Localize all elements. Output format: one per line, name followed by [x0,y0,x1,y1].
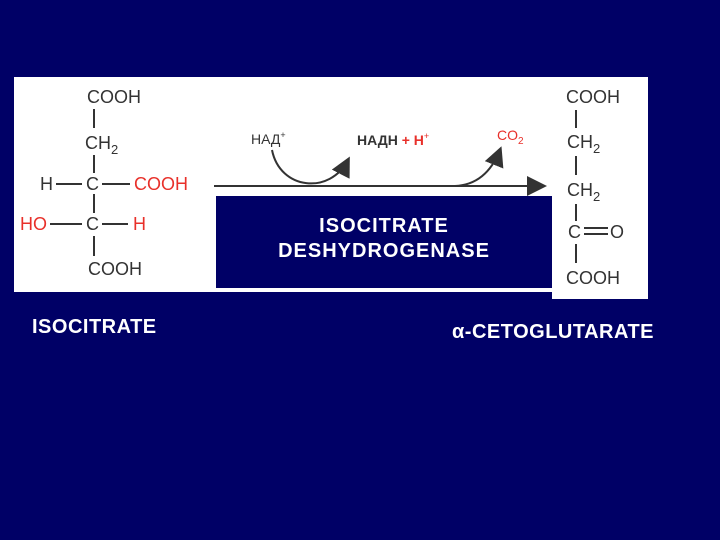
nad-label: НАД+ [251,130,286,147]
keto-carbonyl-c: C [568,222,581,242]
nad-curve-arrow [272,150,348,183]
co2-label: $CO_2$ [497,127,524,147]
keto-carbonyl-o: O [610,222,625,242]
isocitrate-structure [20,87,188,279]
nadh-label: НАДН + Н+ [357,131,430,148]
enzyme-box [216,196,552,288]
isocitrate-bottom-cooh: COOH [88,259,142,279]
ketoglutarate-label: α-CETOGLUTARATE [452,321,655,343]
isocitrate-c4: C [86,214,99,234]
keto-top-cooh: COOH [566,87,620,107]
isocitrate-ch2: $CH_2$ [85,133,119,157]
enzyme-name-line1: ISOCITRATE [319,215,449,237]
isocitrate-ho-left: HO [20,214,47,234]
reaction-arrows [214,127,543,186]
keto-ch2-b: $CH_2$ [567,180,601,204]
isocitrate-h-left: H [40,174,53,194]
isocitrate-h-right: H [133,214,146,234]
enzyme-name-line2: DESHYDROGENASE [278,240,490,262]
ketoglutarate-structure [566,87,624,288]
isocitrate-cooh-right: COOH [134,174,188,194]
isocitrate-top-cooh: COOH [87,87,141,107]
keto-ch2-a: $CH_2$ [567,132,601,156]
isocitrate-c3: C [86,174,99,194]
isocitrate-label: ISOCITRATE [32,316,157,338]
co2-curve-arrow [455,150,500,186]
keto-bottom-cooh: COOH [566,268,620,288]
